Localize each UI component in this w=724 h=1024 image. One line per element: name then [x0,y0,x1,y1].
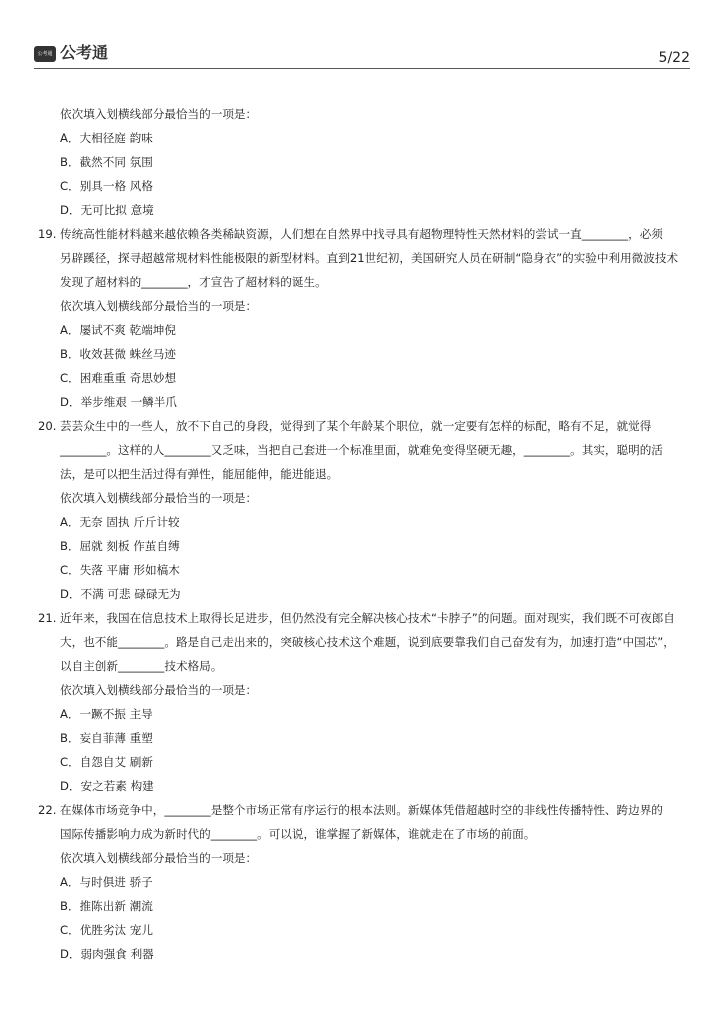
question-text-line: 国际传播影响力成为新时代的________。可以说，谁掌握了新媒体，谁就走在了市场的前面。 [60,827,536,841]
option-a: A．大相径庭 韵味 [60,131,153,145]
question-number: 19. [38,227,57,241]
question-20 [38,414,690,606]
question-22 [38,798,690,966]
question-prompt: 依次填入划横线部分最恰当的一项是： [60,107,258,121]
option-a: A．一蹶不振 主导 [60,707,153,721]
option-b: B．推陈出新 潮流 [60,899,153,913]
question-prompt: 依次填入划横线部分最恰当的一项是： [60,683,258,697]
question-text-line: 芸芸众生中的一些人，放不下自己的身段，觉得到了某个年龄某个职位，就一定要有怎样的标配，略有不足，就觉得 [60,419,652,433]
option-b: B．屈就 刻板 作茧自缚 [60,539,180,553]
option-d: D．不满 可悲 碌碌无为 [60,587,181,601]
option-a: A．屡试不爽 乾端坤倪 [60,323,176,337]
question-number: 22. [38,803,57,817]
option-a: A．与时俱进 骄子 [60,875,153,889]
question-text-line: 在媒体市场竞争中，________是整个市场正常有序运行的根本法则。新媒体凭借超越时空的非线性传播特性、跨边界的 [60,803,663,817]
question-number: 21. [38,611,57,625]
option-c: C．优胜劣汰 宠儿 [60,923,153,937]
page-header [34,42,690,69]
option-c: C．失落 平庸 形如槁木 [60,563,180,577]
option-d: D．弱肉强食 利器 [60,947,154,961]
option-c: C．自怨自艾 刷新 [60,755,153,769]
option-d: D．无可比拟 意境 [60,203,154,217]
option-b: B．收效甚微 蛛丝马迹 [60,347,176,361]
question-text-line: 大，也不能________。路是自己走出来的，突破核心技术这个难题，说到底要靠我们自己奋发有为，加速打造“中国芯”， [60,635,675,649]
question-prompt: 依次填入划横线部分最恰当的一项是： [60,299,258,313]
question-number: 20. [38,419,57,433]
option-c: C．困难重重 奇思妙想 [60,371,177,385]
page-number: 5/22 [658,50,690,66]
question-text-line: 发现了超材料的________，才宣告了超材料的诞生。 [60,275,327,289]
question-text-line: ________。这样的人________又乏味，当把自己套进一个标准里面，就难免变得坚硬无趣，________。其实，聪明的活 [60,443,663,457]
logo-icon: 公考通 [34,46,56,62]
question-text-line: 法，是可以把生活过得有弹性，能屈能伸，能进能退。 [60,467,339,481]
question-prompt: 依次填入划横线部分最恰当的一项是： [60,851,258,865]
option-b: B．截然不同 氛围 [60,155,153,169]
option-d: D．安之若素 构建 [60,779,154,793]
question-19 [38,222,690,414]
question-21 [38,606,690,798]
question-text-line: 传统高性能材料越来越依赖各类稀缺资源，人们想在自然界中找寻具有超物理特性天然材料的尝试一直________，必须 [60,227,663,241]
option-c: C．别具一格 风格 [60,179,153,193]
prev-question-block [38,102,690,222]
option-a: A．无奈 固执 斤斤计较 [60,515,180,529]
question-prompt: 依次填入划横线部分最恰当的一项是： [60,491,258,505]
question-text-line: 另辟蹊径，探寻超越常规材料性能极限的新型材料。直到21世纪初，美国研究人员在研制“隐身衣”的实验中利用微波技术 [60,251,679,265]
question-text-line: 近年来，我国在信息技术上取得长足进步，但仍然没有完全解决核心技术“卡脖子”的问题。面对现实，我们既不可夜郎自 [60,611,675,625]
option-d: D．举步维艰 一鳞半爪 [60,395,177,409]
logo-text: 公考通 [60,43,109,62]
question-text-line: 以自主创新________技术格局。 [60,659,223,673]
question-content [38,102,690,966]
option-b: B．妄自菲薄 重塑 [60,731,153,745]
